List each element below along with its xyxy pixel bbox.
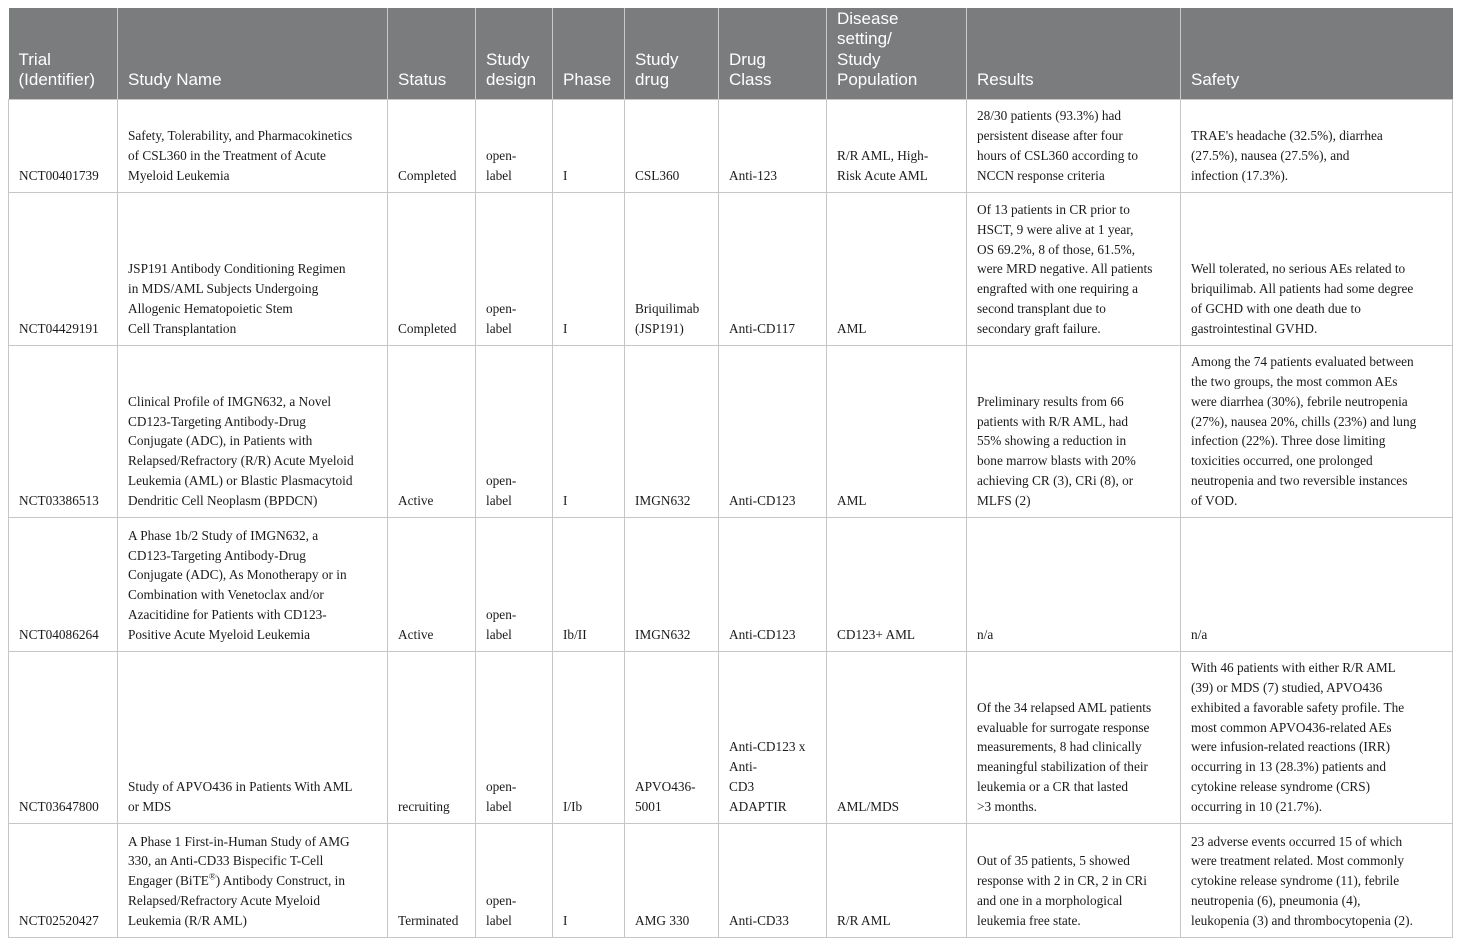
cell-population: AML: [827, 192, 967, 345]
table-row: [9, 517, 1453, 651]
header-population: Disease setting/ Study Population: [827, 8, 967, 99]
cell-drug: IMGN632: [625, 517, 719, 651]
header-phase: Phase: [553, 8, 625, 99]
cell-results: n/a: [967, 517, 1181, 651]
cell-population: AML/MDS: [827, 651, 967, 823]
cell-drug: APVO436- 5001: [625, 651, 719, 823]
cell-trial: NCT03647800: [9, 651, 118, 823]
cell-population: AML: [827, 345, 967, 517]
cell-status: Terminated: [388, 823, 476, 937]
cell-study-name: JSP191 Antibody Conditioning Regimen in MDS/AML Subjects Undergoing Allogenic Hematopoietic Stem Cell Transplantation: [118, 192, 388, 345]
cell-drug-class: Anti-CD123: [719, 517, 827, 651]
cell-phase: I: [553, 823, 625, 937]
header-study-drug: Study drug: [625, 8, 719, 99]
cell-drug: AMG 330: [625, 823, 719, 937]
cell-results: 28/30 patients (93.3%) had persistent disease after four hours of CSL360 according to NCCN response criteria: [967, 99, 1181, 192]
table-row: [9, 192, 1453, 345]
cell-drug-class: Anti-CD123: [719, 345, 827, 517]
header-status: Status: [388, 8, 476, 99]
cell-design: open- label: [476, 517, 553, 651]
cell-trial: NCT00401739: [9, 99, 118, 192]
cell-drug-class: Anti-CD33: [719, 823, 827, 937]
cell-phase: I: [553, 192, 625, 345]
header-study-design: Study design: [476, 8, 553, 99]
cell-trial: NCT04429191: [9, 192, 118, 345]
header-results: Results: [967, 8, 1181, 99]
cell-population: R/R AML: [827, 823, 967, 937]
cell-phase: I/Ib: [553, 651, 625, 823]
cell-phase: I: [553, 99, 625, 192]
cell-design: open- label: [476, 823, 553, 937]
cell-study-name: Study of APVO436 in Patients With AML or MDS: [118, 651, 388, 823]
cell-design: open- label: [476, 99, 553, 192]
table-row: [9, 823, 1453, 937]
cell-status: Active: [388, 517, 476, 651]
cell-study-name: A Phase 1b/2 Study of IMGN632, a CD123-Targeting Antibody-Drug Conjugate (ADC), As Monotherapy or in Combination with Venetoclax and/or Azacitidine for Patients with CD123- Positive Acute Myeloid Leukemia: [118, 517, 388, 651]
clinical-trials-table: [8, 8, 1453, 938]
cell-phase: I: [553, 345, 625, 517]
cell-status: Completed: [388, 192, 476, 345]
cell-results: Preliminary results from 66 patients with R/R AML, had 55% showing a reduction in bone marrow blasts with 20% achieving CR (3), CRi (8), or MLFS (2): [967, 345, 1181, 517]
header-safety: Safety: [1181, 8, 1453, 99]
cell-drug-class: Anti-123: [719, 99, 827, 192]
cell-drug: Briquilimab (JSP191): [625, 192, 719, 345]
cell-safety: With 46 patients with either R/R AML (39) or MDS (7) studied, APVO436 exhibited a favorable safety profile. The most common APVO436-related AEs were infusion-related reactions (IRR) occurring in 13 (28.3%) patients and cytokine release syndrome (CRS) occurring in 10 (21.7%).: [1181, 651, 1453, 823]
cell-drug-class: Anti-CD117: [719, 192, 827, 345]
cell-trial: NCT03386513: [9, 345, 118, 517]
table-row: [9, 345, 1453, 517]
cell-phase: Ib/II: [553, 517, 625, 651]
cell-drug: CSL360: [625, 99, 719, 192]
study-name-part2: ) Antibody Construct, in Relapsed/Refractory Acute Myeloid Leukemia (R/R AML): [128, 873, 345, 928]
cell-design: open- label: [476, 192, 553, 345]
cell-study-name: Safety, Tolerability, and Pharmacokinetics of CSL360 in the Treatment of Acute Myeloid Leukemia: [118, 99, 388, 192]
table-row: [9, 99, 1453, 192]
cell-study-name: [118, 823, 388, 937]
cell-study-name: Clinical Profile of IMGN632, a Novel CD123-Targeting Antibody-Drug Conjugate (ADC), in Patients with Relapsed/Refractory (R/R) Acute Myeloid Leukemia (AML) or Blastic Plasmacytoid Dendritic Cell Neoplasm (BPDCN): [118, 345, 388, 517]
header-trial: Trial (Identifier): [9, 8, 118, 99]
cell-safety: 23 adverse events occurred 15 of which were treatment related. Most commonly cytokine release syndrome (11), febrile neutropenia (6), pneumonia (4), leukopenia (3) and thrombocytopenia (2).: [1181, 823, 1453, 937]
study-name-part1: A Phase 1 First-in-Human Study of AMG 330, an Anti-CD33 Bispecific T-Cell Engager (BiTE: [128, 833, 350, 889]
cell-design: open- label: [476, 345, 553, 517]
cell-status: recruiting: [388, 651, 476, 823]
cell-status: Active: [388, 345, 476, 517]
cell-drug-class: Anti-CD123 x Anti- CD3 ADAPTIR: [719, 651, 827, 823]
header-study-name: Study Name: [118, 8, 388, 99]
header-drug-class: Drug Class: [719, 8, 827, 99]
cell-trial: NCT04086264: [9, 517, 118, 651]
cell-safety: Well tolerated, no serious AEs related to briquilimab. All patients had some degree of GCHD with one death due to gastrointestinal GVHD.: [1181, 192, 1453, 345]
cell-design: open- label: [476, 651, 553, 823]
cell-safety: Among the 74 patients evaluated between the two groups, the most common AEs were diarrhea (30%), febrile neutropenia (27%), nausea 20%, chills (23%) and lung infection (22%). Three dose limiting toxicities occurred, one prolonged neutropenia and two reversible instances of VOD.: [1181, 345, 1453, 517]
cell-safety: TRAE's headache (32.5%), diarrhea (27.5%), nausea (27.5%), and infection (17.3%).: [1181, 99, 1453, 192]
cell-status: Completed: [388, 99, 476, 192]
registered-mark: ®: [208, 871, 216, 882]
cell-trial: NCT02520427: [9, 823, 118, 937]
cell-population: CD123+ AML: [827, 517, 967, 651]
cell-safety: n/a: [1181, 517, 1453, 651]
cell-results: Out of 35 patients, 5 showed response with 2 in CR, 2 in CRi and one in a morphological leukemia free state.: [967, 823, 1181, 937]
cell-drug: IMGN632: [625, 345, 719, 517]
cell-population: R/R AML, High- Risk Acute AML: [827, 99, 967, 192]
cell-results: Of the 34 relapsed AML patients evaluable for surrogate response measurements, 8 had clinically meaningful stabilization of their leukemia or a CR that lasted >3 months.: [967, 651, 1181, 823]
header-row: [9, 8, 1453, 99]
table-row: [9, 651, 1453, 823]
cell-results: Of 13 patients in CR prior to HSCT, 9 were alive at 1 year, OS 69.2%, 8 of those, 61.5%, were MRD negative. All patients engrafted with one requiring a second transplant due to secondary graft failure.: [967, 192, 1181, 345]
trials-table-container: [8, 8, 1452, 938]
